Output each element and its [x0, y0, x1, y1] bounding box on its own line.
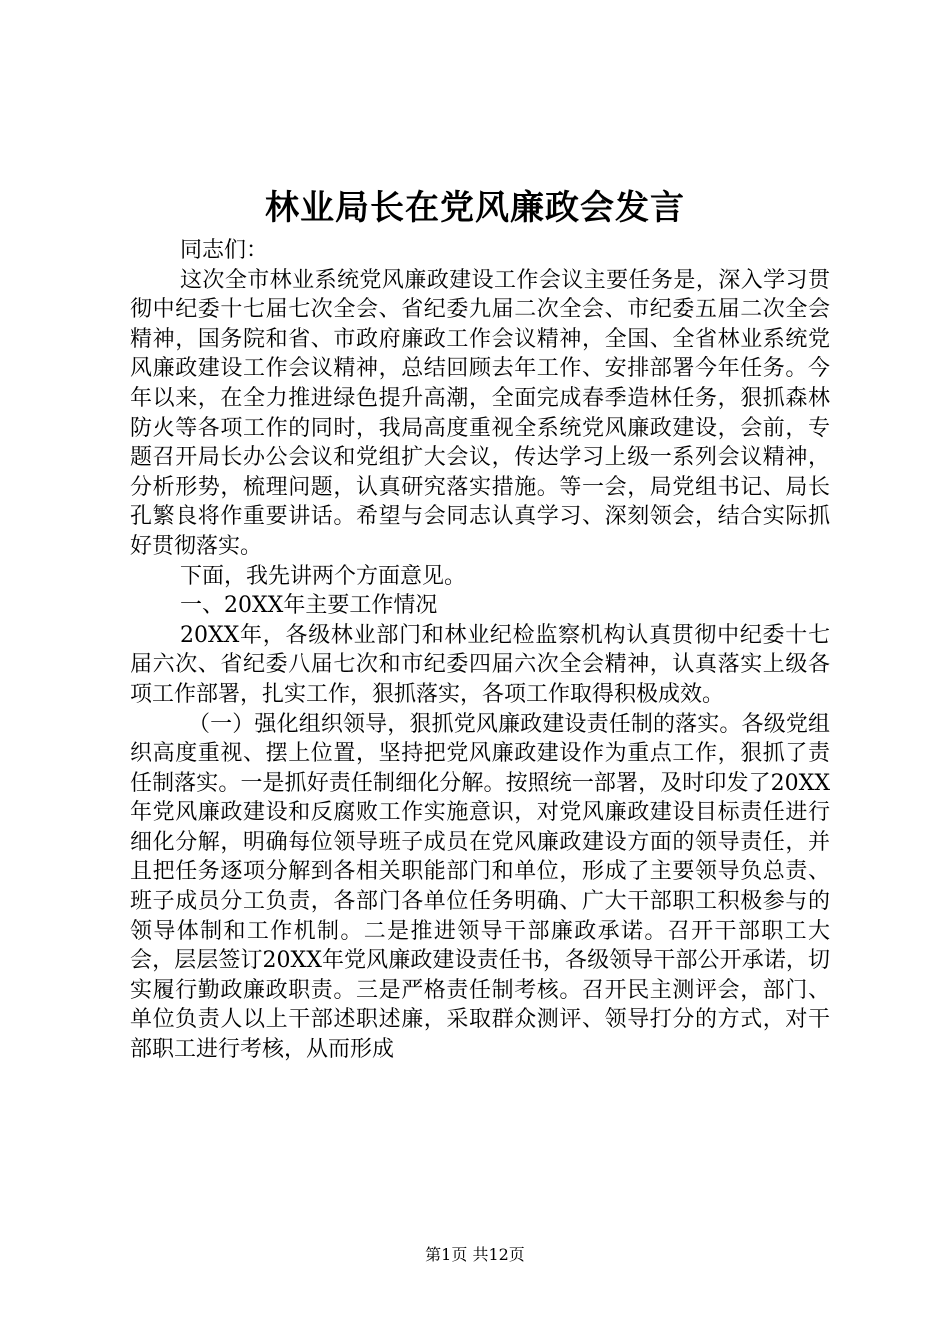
- intro-paragraph: 这次全市林业系统党风廉政建设工作会议主要任务是，深入学习贯彻中纪委十七届七次全会、省纪委九届二次全会、市纪委五届二次全会精神，国务院和省、市政府廉政工作会议精神，全国、全省林业系统党风廉政建设工作会议精神，总结回顾去年工作、安排部署今年任务。今年以来，在全力推进绿色提升高潮，全面完成春季造林任务，狠抓森林防火等各项工作的同时，我局高度重视全系统党风廉政建设，会前，专题召开局长办公会议和党组扩大会议，传达学习上级一系列会议精神，分析形势，梳理问题，认真研究落实措施。等一会，局党组书记、局长孔繁良将作重要讲话。希望与会同志认真学习、深刻领会，结合实际抓好贯彻落实。: [130, 267, 830, 559]
- page-footer: 第1页 共12页: [425, 1245, 525, 1264]
- salutation-paragraph: 同志们：: [180, 238, 269, 263]
- document-body: [130, 236, 830, 1065]
- subsection-paragraph: （一）强化组织领导，狠抓党风廉政建设责任制的落实。各级党组织高度重视、摆上位置，坚持把党风廉政建设作为重点工作，狠抓了责任制落实。一是抓好责任制细化分解。按照统一部署，及时印发了20XX年党风廉政建设和反腐败工作实施意识，对党风廉政建设目标责任进行细化分解，明确每位领导班子成员在党风廉政建设方面的领导责任，并且把任务逐项分解到各相关职能部门和单位，形成了主要领导负总责、班子成员分工负责，各部门各单位任务明确、广大干部职工积极参与的领导体制和工作机制。二是推进领导干部廉政承诺。召开干部职工大会，层层签订20XX年党风廉政建设责任书，各级领导干部公开承诺，切实履行勤政廉政职责。三是严格责任制考核。召开民主测评会，部门、单位负责人以上干部述职述廉，采取群众测评、领导打分的方式，对干部职工进行考核，从而形成: [130, 711, 830, 1063]
- summary-paragraph: 20XX年，各级林业部门和林业纪检监察机构认真贯彻中纪委十七届六次、省纪委八届七次和市纪委四届六次全会精神，认真落实上级各项工作部署，扎实工作，狠抓落实，各项工作取得积极成效。: [130, 622, 830, 707]
- transition-paragraph: 下面，我先讲两个方面意见。: [180, 563, 467, 589]
- section-heading: 一、20XX年主要工作情况: [180, 593, 438, 619]
- document-title: 林业局长在党风廉政会发言: [265, 188, 685, 228]
